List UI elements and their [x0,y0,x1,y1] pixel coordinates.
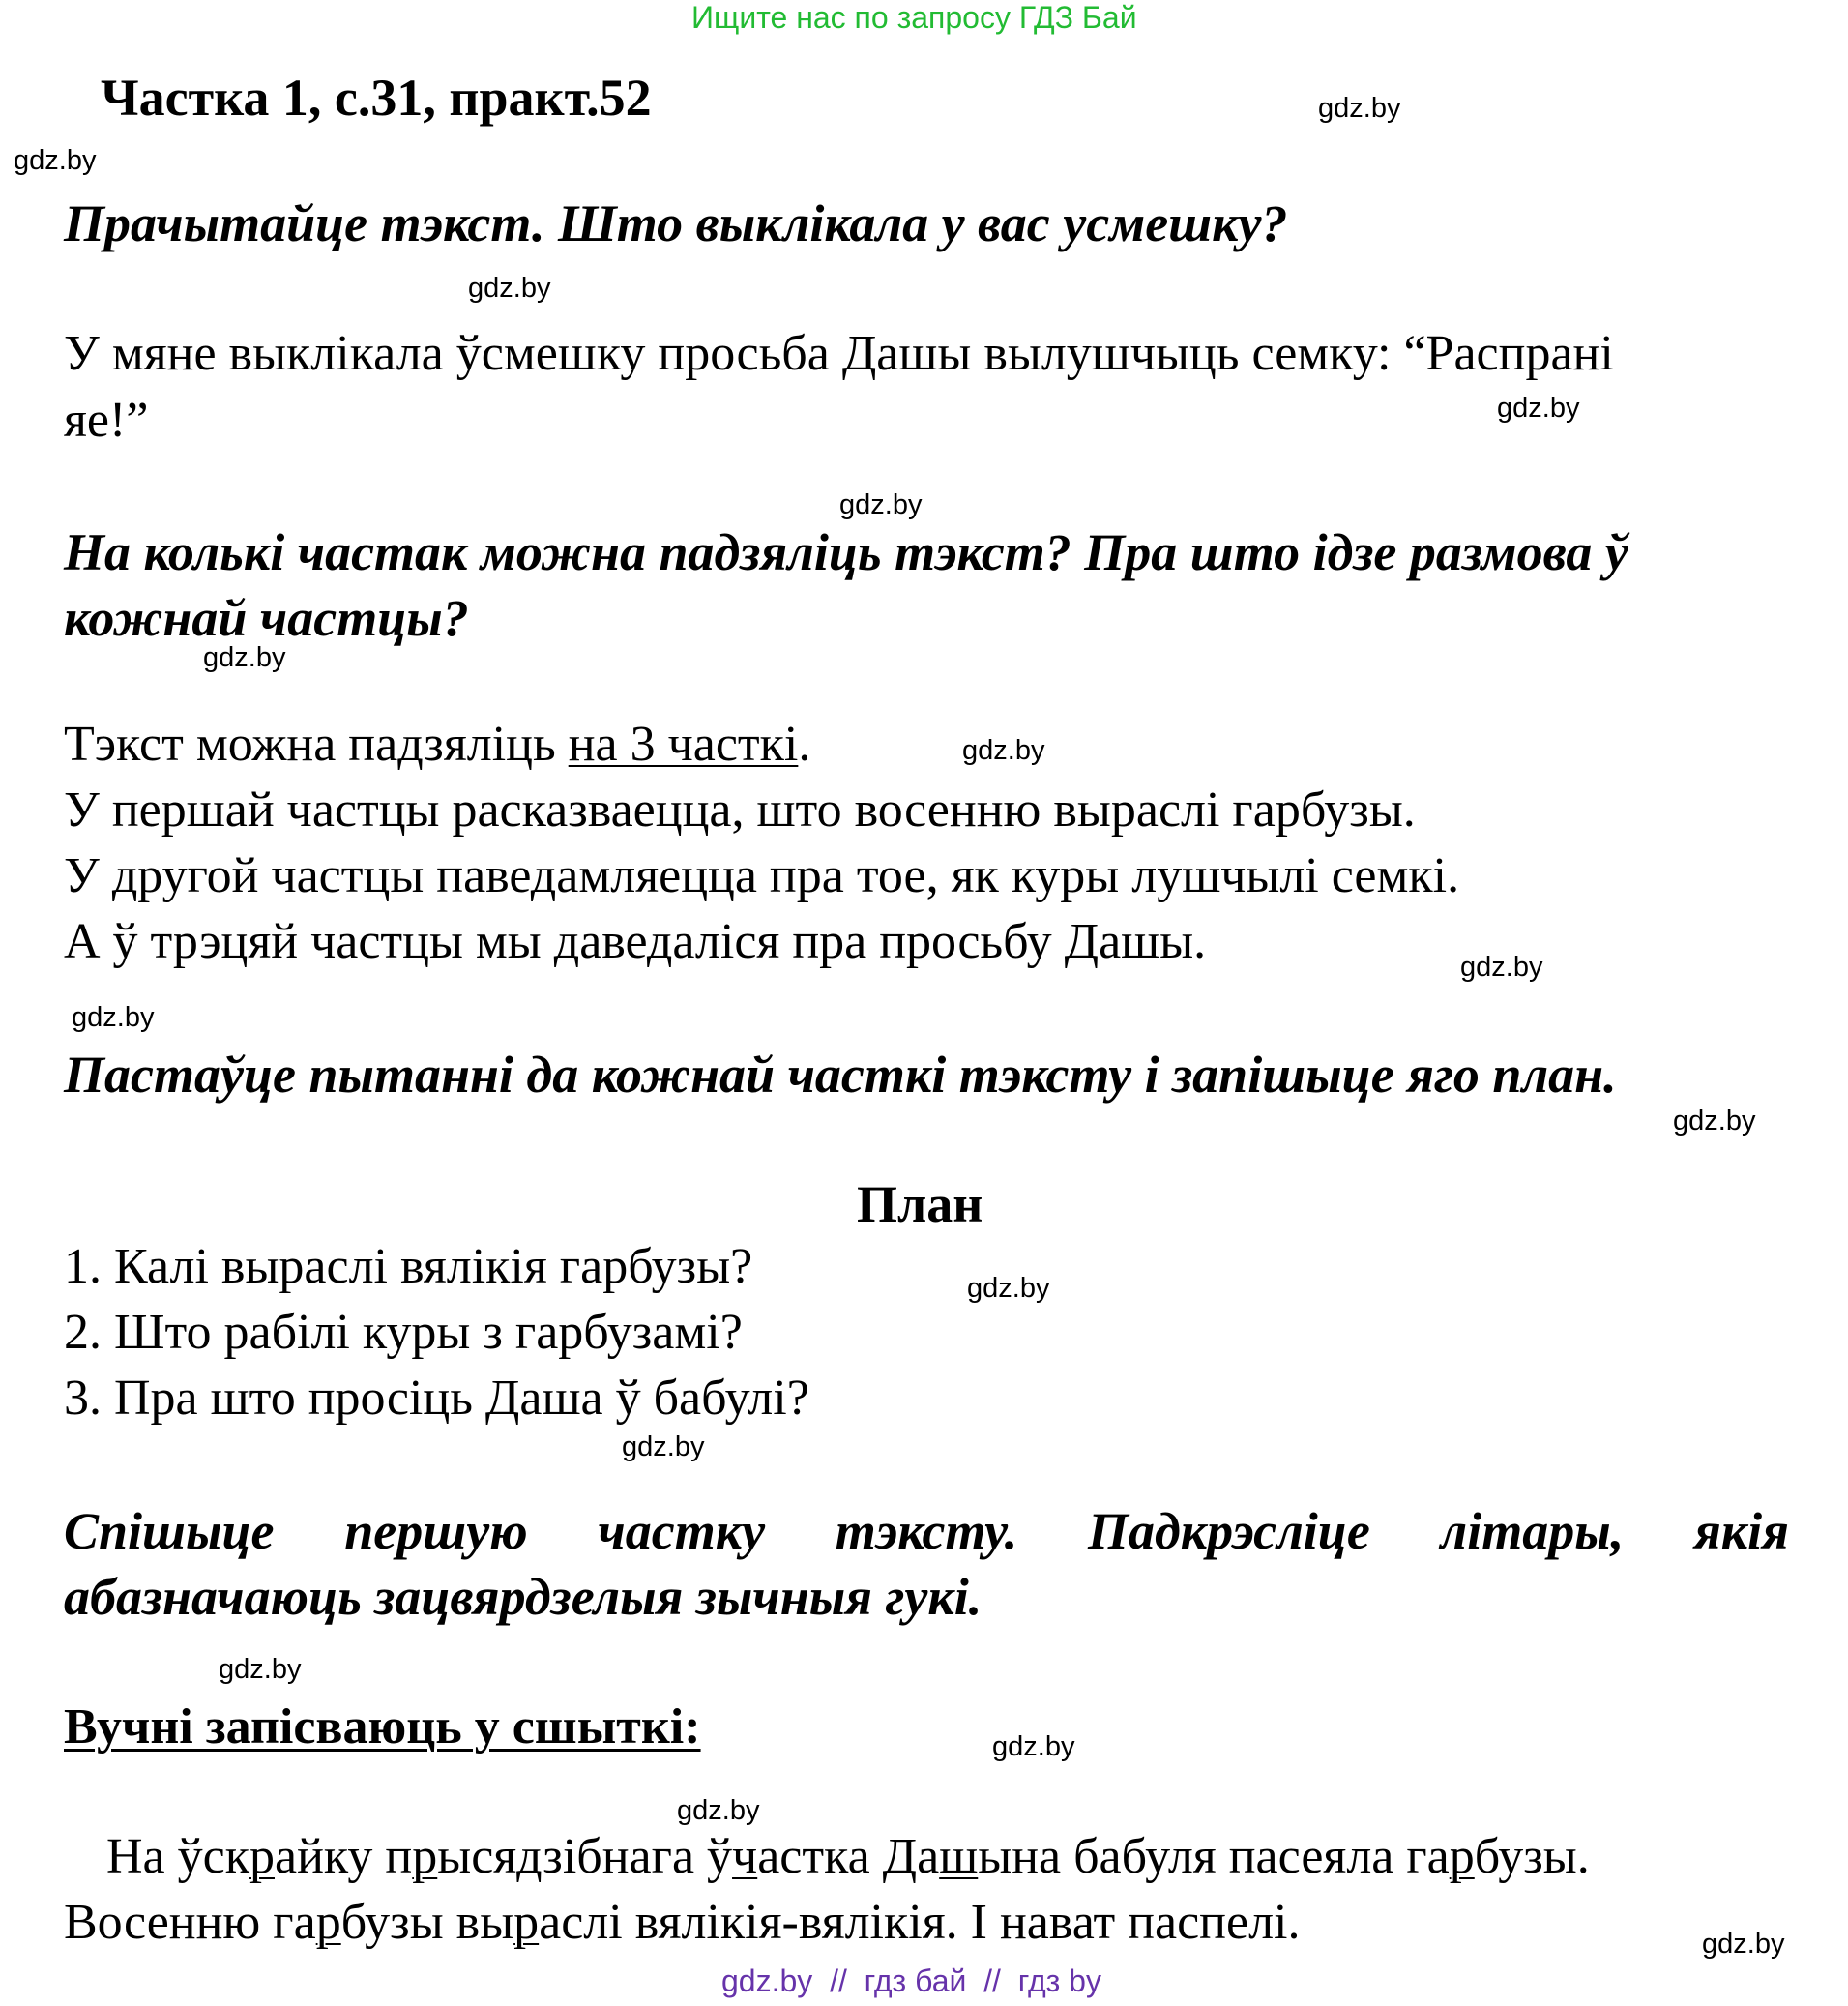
answer-2-line-4: А ў трэцяй частцы мы даведаліся пра просьбу Дашы. [64,914,1207,969]
plan-item-3: 3. Пра што просіць Даша ў бабулі? [64,1371,809,1426]
watermark: gdz.by [14,145,97,176]
dictation-text: астка Да [757,1829,940,1884]
underlined-letter: ч [732,1829,758,1884]
underlined-letter: р [315,1895,341,1950]
watermark: gdz.by [677,1795,760,1826]
question-2-line-1: На колькі частак можна падзяліць тэкст? Пра што ідзе размова ў [64,523,1628,581]
watermark: gdz.by [967,1273,1050,1304]
dictation-text: ына бабуля пасеяла га [978,1829,1450,1884]
answer-2-line-1 [64,716,810,773]
underlined-letter: р [249,1829,275,1884]
answer-2-line-2: У першай частцы расказваецца, што восенню выраслі гарбузы. [64,782,1416,838]
watermark: gdz.by [219,1654,302,1685]
question-2-line-2: кожнай частцы? [64,589,469,647]
question-4-line-1: Спішыце першую частку тэксту. Падкрэсліце літары, якія [64,1502,1789,1560]
dictation-line-1 [106,1828,1590,1885]
dictation-text: бузы. [1474,1829,1590,1884]
underlined-letter: р [412,1829,438,1884]
watermark: gdz.by [1702,1929,1785,1960]
question-4-line-2: абазначаюць зацвярдзелыя зычныя гукі. [64,1568,983,1626]
answer-1-line-2: яе!” [64,393,149,448]
dictation-line-2 [64,1894,1300,1951]
top-banner-link[interactable]: Ищите нас по запросу ГДЗ Бай [691,0,1137,35]
underlined-letter: р [513,1895,540,1950]
watermark: gdz.by [622,1431,705,1462]
watermark: gdz.by [468,273,551,304]
underlined-letter: р [1449,1829,1475,1884]
answer-2-underlined: на 3 часткі [568,717,799,772]
question-1: Прачытайце тэкст. Што выклікала у вас усмешку? [64,194,1288,252]
watermark: gdz.by [203,642,286,673]
question-3: Пастаўце пытанні да кожнай часткі тэксту і запішыце яго план. [64,1046,1617,1104]
watermark: gdz.by [72,1002,155,1033]
dictation-text: ысядзібнага ў [437,1829,733,1884]
answer-2-line-1-pre: Тэкст можна падзяліць [64,717,569,772]
watermark: gdz.by [1460,952,1543,983]
dictation-text: айку п [274,1829,413,1884]
answer-2-line-3: У другой частцы паведамляецца пра тое, як куры лушчылі семкі. [64,848,1460,903]
answer-2-line-1-post: . [798,717,811,772]
dictation-text: аслі вялікія-вялікія. І нават паспелі. [539,1895,1301,1950]
dictation-text: Восенню га [64,1895,316,1950]
watermark: gdz.by [1318,93,1401,124]
plan-item-1: 1. Калі выраслі вялікія гарбузы? [64,1239,753,1294]
underlined-letter: ш [939,1829,979,1884]
watermark: gdz.by [839,489,923,520]
watermark: gdz.by [1497,393,1580,424]
watermark: gdz.by [1673,1106,1756,1136]
dictation-text: На ўск [106,1829,249,1884]
page-title: Частка 1, с.31, практ.52 [101,69,652,127]
plan-item-2: 2. Што рабілі куры з гарбузамі? [64,1305,743,1360]
watermark: gdz.by [992,1731,1075,1762]
plan-title: План [857,1175,983,1233]
watermark: gdz.by [962,735,1045,766]
dictation-text: бузы вы [340,1895,514,1950]
footer-links[interactable]: gdz.by // гдз бай // гдз by [721,1963,1101,1998]
notebook-heading: Вучні запісваюць у сшыткі: [64,1699,701,1755]
answer-1-line-1: У мяне выклікала ўсмешку просьба Дашы вылушчыць семку: “Распрані [64,326,1614,381]
